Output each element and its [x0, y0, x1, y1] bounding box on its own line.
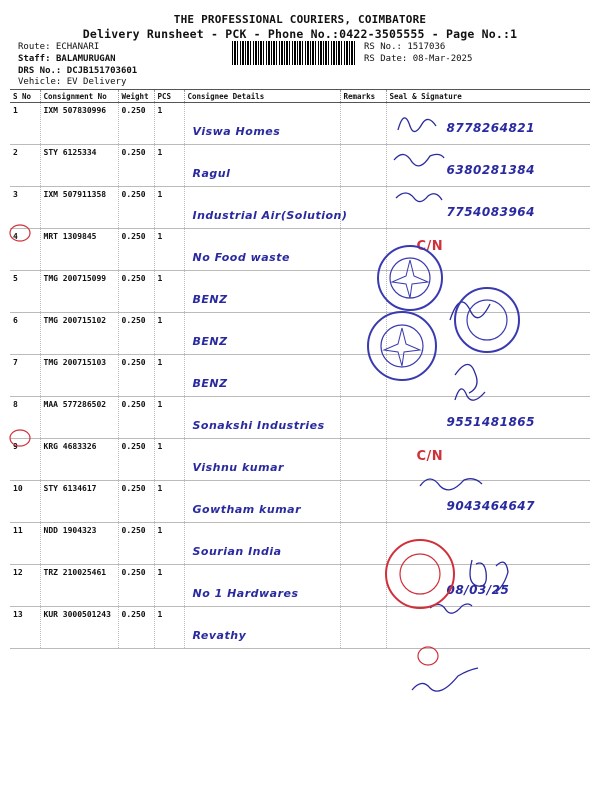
col-consignment: Consignment No — [40, 90, 118, 103]
weight-cell: 0.250 — [118, 103, 154, 145]
consignment-cell: MAA 577286502 — [40, 397, 118, 439]
pcs-cell: 1 — [154, 355, 184, 397]
consignee-cell — [184, 313, 340, 355]
consignee-cell — [184, 481, 340, 523]
consignee-handwritten: BENZ — [192, 377, 228, 390]
consignment-cell: TMG 200715103 — [40, 355, 118, 397]
remarks-cell — [340, 229, 386, 271]
consignee-cell — [184, 229, 340, 271]
consignment-cell: MRT 1309845 — [40, 229, 118, 271]
weight-cell: 0.250 — [118, 355, 154, 397]
signature-cell — [386, 145, 590, 187]
col-pcs: PCS — [154, 90, 184, 103]
sno-cell: 9 — [10, 439, 40, 481]
sno-cell: 13 — [10, 607, 40, 649]
consignee-cell — [184, 523, 340, 565]
consignee-handwritten: Industrial Air(Solution) — [192, 209, 348, 222]
remarks-cell — [340, 481, 386, 523]
consignee-cell — [184, 271, 340, 313]
remarks-cell — [340, 523, 386, 565]
consignee-handwritten: Revathy — [192, 629, 247, 642]
red-circle-mark — [418, 647, 438, 665]
signature-text: 08/03/25 — [446, 583, 510, 597]
table-row — [10, 229, 590, 271]
signature-cell — [386, 481, 590, 523]
pcs-cell: 1 — [154, 565, 184, 607]
pcs-cell: 1 — [154, 103, 184, 145]
consignee-handwritten: Sourian India — [192, 545, 282, 558]
weight-cell: 0.250 — [118, 523, 154, 565]
table-row — [10, 439, 590, 481]
consignee-handwritten: Vishnu kumar — [192, 461, 284, 474]
sno-cell: 5 — [10, 271, 40, 313]
consignee-handwritten: No 1 Hardwares — [192, 587, 299, 600]
sno-cell: 12 — [10, 565, 40, 607]
signature-text: C/N — [416, 449, 444, 464]
pcs-cell: 1 — [154, 145, 184, 187]
consignee-cell — [184, 439, 340, 481]
consignee-cell — [184, 565, 340, 607]
signature-cell — [386, 607, 590, 649]
consignee-handwritten: BENZ — [192, 293, 228, 306]
sno-cell: 3 — [10, 187, 40, 229]
remarks-cell — [340, 271, 386, 313]
runsheet-table — [10, 89, 590, 649]
consignee-handwritten: Sonakshi Industries — [192, 419, 325, 432]
consignee-cell — [184, 187, 348, 229]
consignee-handwritten: Ragul — [192, 167, 231, 180]
remarks-cell — [340, 187, 386, 229]
weight-cell: 0.250 — [118, 607, 154, 649]
signature-text: 9043464647 — [446, 499, 535, 513]
table-row — [10, 397, 590, 439]
signature-cell — [386, 355, 590, 397]
pcs-cell: 1 — [154, 397, 184, 439]
weight-cell: 0.250 — [118, 229, 154, 271]
remarks-cell — [340, 439, 386, 481]
consignee-handwritten: Viswa Homes — [192, 125, 281, 138]
consignment-cell: KRG 4683326 — [40, 439, 118, 481]
pcs-cell: 1 — [154, 481, 184, 523]
consignee-handwritten: BENZ — [192, 335, 228, 348]
col-remarks: Remarks — [340, 90, 386, 103]
sno-cell: 8 — [10, 397, 40, 439]
consignment-cell: TMG 200715102 — [40, 313, 118, 355]
consignment-cell: TRZ 210025461 — [40, 565, 118, 607]
consignee-cell — [184, 607, 340, 649]
table-row — [10, 313, 590, 355]
signature-cell — [386, 229, 590, 271]
signature-cell — [386, 313, 590, 355]
drs-number: DCJB151703601 — [66, 66, 138, 76]
consignment-cell: IXM 507911358 — [40, 187, 118, 229]
drs-line — [18, 66, 137, 76]
table-row — [10, 481, 590, 523]
remarks-cell — [340, 565, 386, 607]
table-row — [10, 145, 590, 187]
consignment-cell: TMG 200715099 — [40, 271, 118, 313]
signature-cell — [386, 565, 590, 607]
table-row — [10, 565, 590, 607]
signature-cell — [386, 103, 590, 145]
weight-cell: 0.250 — [118, 397, 154, 439]
table-row — [10, 103, 590, 145]
signature-text: C/N — [416, 239, 444, 254]
consignee-cell — [184, 145, 340, 187]
remarks-cell — [340, 103, 386, 145]
col-consignee: Consignee Details — [184, 90, 340, 103]
consignee-cell — [184, 397, 340, 439]
weight-cell: 0.250 — [118, 481, 154, 523]
remarks-cell — [340, 145, 386, 187]
rs-date: RS Date: 08-Mar-2025 — [364, 54, 473, 64]
col-weight: Weight — [118, 90, 154, 103]
consignee-cell — [184, 103, 340, 145]
consignee-handwritten: Gowtham kumar — [192, 503, 302, 516]
sno-cell: 1 — [10, 103, 40, 145]
company-title: THE PROFESSIONAL COURIERS, COIMBATORE — [173, 13, 427, 26]
signature-cell — [386, 439, 590, 481]
route: Route: ECHANARI — [18, 42, 100, 52]
consignment-cell: NDD 1904323 — [40, 523, 118, 565]
sno-cell: 7 — [10, 355, 40, 397]
remarks-cell — [340, 313, 386, 355]
pcs-cell: 1 — [154, 607, 184, 649]
signature-text: 9551481865 — [446, 415, 535, 429]
staff-name: BALAMURUGAN — [55, 54, 116, 64]
staff-line — [18, 54, 116, 64]
sno-cell: 2 — [10, 145, 40, 187]
table-row — [10, 523, 590, 565]
table-row — [10, 271, 590, 313]
weight-cell: 0.250 — [118, 187, 154, 229]
weight-cell: 0.250 — [118, 271, 154, 313]
pcs-cell: 1 — [154, 313, 184, 355]
table-header-row — [10, 90, 590, 103]
signature-text: 7754083964 — [446, 205, 535, 219]
signature-scribble — [412, 668, 478, 691]
signature-cell — [386, 523, 590, 565]
weight-cell: 0.250 — [118, 565, 154, 607]
pcs-cell: 1 — [154, 229, 184, 271]
signature-text: 6380281384 — [446, 163, 535, 177]
consignment-cell: IXM 507830996 — [40, 103, 118, 145]
col-sno: S No — [10, 90, 40, 103]
signature-cell — [386, 397, 590, 439]
pcs-cell: 1 — [154, 439, 184, 481]
consignment-cell: STY 6125334 — [40, 145, 118, 187]
barcode — [232, 41, 356, 65]
pcs-cell: 1 — [154, 271, 184, 313]
signature-cell — [386, 271, 590, 313]
consignment-cell: STY 6134617 — [40, 481, 118, 523]
rs-number: RS No.: 1517036 — [364, 42, 446, 52]
signature-text: 8778264821 — [446, 121, 535, 135]
weight-cell: 0.250 — [118, 313, 154, 355]
weight-cell: 0.250 — [118, 439, 154, 481]
sno-cell: 11 — [10, 523, 40, 565]
consignee-handwritten: No Food waste — [192, 251, 290, 264]
consignee-cell — [184, 355, 340, 397]
runsheet-subtitle: Delivery Runsheet - PCK - Phone No.:0422-3505555 - Page No.:1 — [82, 27, 518, 41]
sno-cell: 4 — [10, 229, 40, 271]
remarks-cell — [340, 355, 386, 397]
sno-cell: 10 — [10, 481, 40, 523]
weight-cell: 0.250 — [118, 145, 154, 187]
table-row — [10, 355, 590, 397]
remarks-cell — [340, 397, 386, 439]
remarks-cell — [340, 607, 386, 649]
pcs-cell: 1 — [154, 523, 184, 565]
signature-cell — [386, 187, 590, 229]
pcs-cell: 1 — [154, 187, 184, 229]
drs-label: DRS No.: — [18, 66, 62, 76]
table-row — [10, 187, 590, 229]
col-seal-signature: Seal & Signature — [386, 90, 590, 103]
staff-label: Staff: — [18, 54, 51, 64]
consignment-cell: KUR 3000501243 — [40, 607, 118, 649]
sno-cell: 6 — [10, 313, 40, 355]
vehicle: Vehicle: EV Delivery — [18, 77, 127, 87]
table-row — [10, 607, 590, 649]
